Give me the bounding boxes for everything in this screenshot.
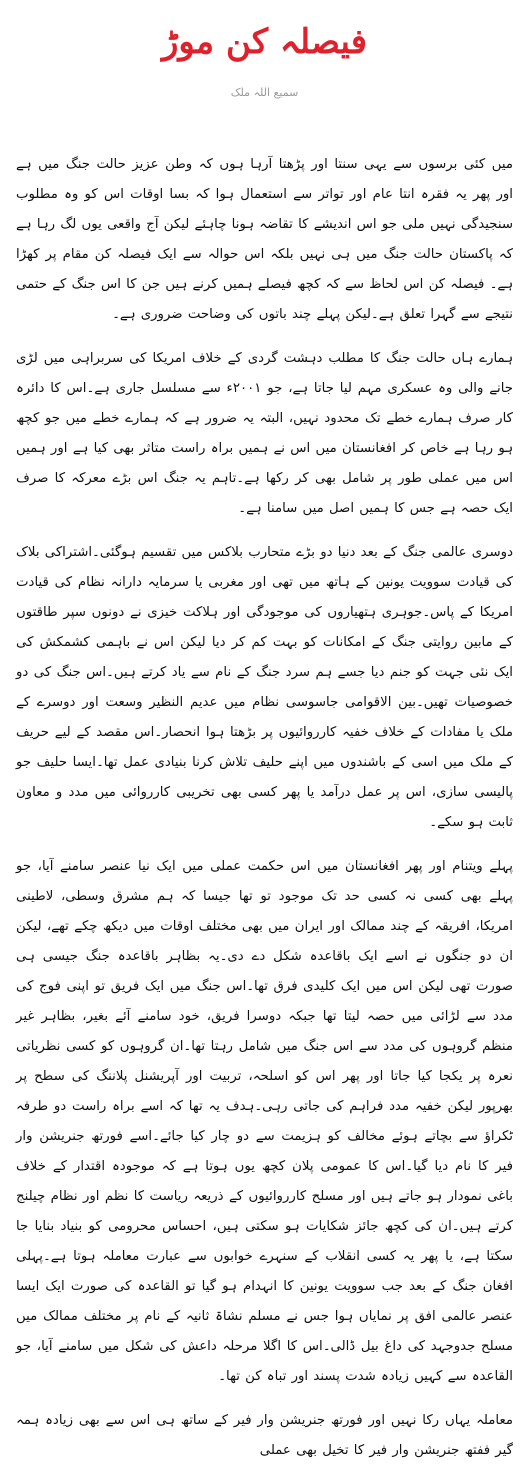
paragraph: دوسری عالمی جنگ کے بعد دنیا دو بڑے متحارب بلاکس میں تقسیم ہوگئی۔اشتراکی بلاک کی قیادت سوویت یونین کے ہاتھ میں تھی اور مغربی یا سرمایہ دارانہ نظام کی قیادت امریکا کے پاس۔جوہری ہتھیاروں کی موجودگی اور ہلاکت خیزی نے دونوں سپر طاقتوں کے مابین روایتی جنگ کے امکانات کو بہت کم کر دیا لیکن اس نے باہمی کشمکش کی ایک نئی جہت کو جنم دیا جسے ہم سرد جنگ کے نام سے یاد کرتے ہیں۔اس جنگ کی دو خصوصیات تھیں۔بین الاقوامی جاسوسی نظام میں عدیم النظیر وسعت اور دوسرے کے ملک یا مفادات کے خلاف خفیہ کارروائیوں پر بڑھتا ہوا انحصار۔اس مقصد کے لیے حریف کے ملک میں اسی کے باشندوں میں اپنے حلیف تلاش کرنا بنیادی عمل تھا۔ایسا حلیف جو پالیسی سازی، اس پر عمل درآمد یا پھر کسی بھی تخریبی کارروائی میں مدد و معاون ثابت ہو سکے۔ bbox=[16, 545, 513, 830]
paragraph: معاملہ یہاں رکا نہیں اور فورتھ جنریشن وار فیر کے ساتھ ہی اس سے بھی زیادہ ہمہ گیر ففتھ جنریشن وار فیر کا تخیل بھی عملی bbox=[16, 1413, 513, 1458]
author-signature: سمیع اللہ ملک bbox=[230, 86, 299, 99]
paragraph: میں کئی برسوں سے یہی سنتا اور پڑھتا آرہا ہوں کہ وطن عزیز حالت جنگ میں ہے اور پھر یہ فقرہ انتا عام اور تواتر سے استعمال ہوا کہ بسا اوقات اس کو وہ مطلوب سنجیدگی نہیں ملی جو اس اندیشے کا تقاضہ ہونا چاہئے لیکن آج واقعی یوں لگ رہا ہے کہ پاکستان حالت جنگ میں ہی نہیں بلکہ اس حوالہ سے ایک فیصلہ کن مقام پر کھڑا ہے۔ فیصلہ کن اس لحاظ سے کہ کچھ فیصلے ہمیں کرنے ہیں جن کا اس جنگ کے حتمی نتیجے سے گہرا تعلق ہے۔لیکن پہلے چند باتوں کی وضاحت ضروری ہے۔ bbox=[16, 157, 513, 322]
paragraph: ہمارے ہاں حالت جنگ کا مطلب دہشت گردی کے خلاف امریکا کی سربراہی میں لڑی جانے والی وہ عسکری مہم لیا جاتا ہے، جو ۲۰۰۱ء سے مسلسل جاری ہے۔اس کا دائرہ کار صرف ہمارے خطے تک محدود نہیں، البتہ یہ ضرور ہے کہ ہمارے خطے میں جو کچھ ہو رہا ہے خاص کر افغانستان میں اس نے ہمیں براہ راست متاثر بھی کیا ہے اور ہمیں اس میں عملی طور پر شامل بھی کر رکھا ہے۔تاہم یہ جنگ اس بڑے معرکہ کا صرف ایک حصہ ہے جس کا ہمیں اصل میں سامنا ہے۔ bbox=[16, 351, 514, 516]
paragraph: پہلے ویتنام اور پھر افغانستان میں اس حکمت عملی میں ایک نیا عنصر سامنے آیا، جو پہلے بھی کسی نہ کسی حد تک موجود تو تھا جیسا کہ ہم مشرق وسطی، لاطینی امریکا، افریقہ کے چند ممالک اور ایران میں بھی مختلف اوقات میں دیکھ چکے تھے، لیکن ان دو جنگوں نے اسے ایک باقاعدہ شکل دے دی۔یہ بظاہر باقاعدہ جنگ جیسی ہی صورت تھی لیکن اس میں ایک کلیدی فرق تھا۔اس جنگ میں ایک فریق تو اپنی فوج کی مدد سے لڑائی میں حصہ لیتا تھا جبکہ دوسرا فریق، خود سامنے آئے بغیر، بظاہر غیر منظم گروہوں کی مدد سے اس جنگ میں شامل رہتا تھا۔ان گروہوں کو کسی نظریاتی نعرہ پر یکجا کیا جاتا اور پھر اس کو اسلحہ، تربیت اور آپریشنل پلاننگ کی سطح پر بھرپور لیکن خفیہ مدد فراہم کی جاتی رہی۔ہدف یہ تھا کہ اسے براہ راست دو طرفہ ٹکراؤ سے بچاتے ہوئے مخالف کو ہزیمت سے دو چار کیا جائے۔اسے فورتھ جنریشن وار فیر کا نام دیا گیا۔اس کا عمومی پلان کچھ یوں ہوتا ہے کہ موجودہ اقتدار کے خلاف باغی نمودار ہو جاتے ہیں اور مسلح کارروائیوں کے ذریعہ ریاست کا نظم اور نظام چیلنج کرتے ہیں۔ان کی کچھ جائز شکایات ہو سکتی ہیں، احساس محرومی کو بنیاد بنایا جا سکتا ہے، یا پھر یہ کسی انقلاب کے سنہرے خوابوں سے عبارت معاملہ ہوتا ہے۔پہلی افغان جنگ کے بعد جب سوویت یونین کا انہدام ہو گیا تو القاعدہ کی صورت ایک ایسا عنصر عالمی افق پر نمایاں ہوا جس نے مسلم نشاۃ ثانیہ کے نام پر مختلف ممالک میں مسلح جدوجہد کی داغ بیل ڈالی۔اس کا اگلا مرحلہ داعش کی شکل میں سامنے آیا، جو القاعدہ سے کہیں زیادہ شدت پسند اور تباہ کن تھا۔ bbox=[16, 859, 514, 1384]
article-title: فیصلہ کن موڑ bbox=[161, 22, 368, 62]
article-header bbox=[0, 0, 529, 120]
article-body bbox=[16, 150, 514, 1458]
